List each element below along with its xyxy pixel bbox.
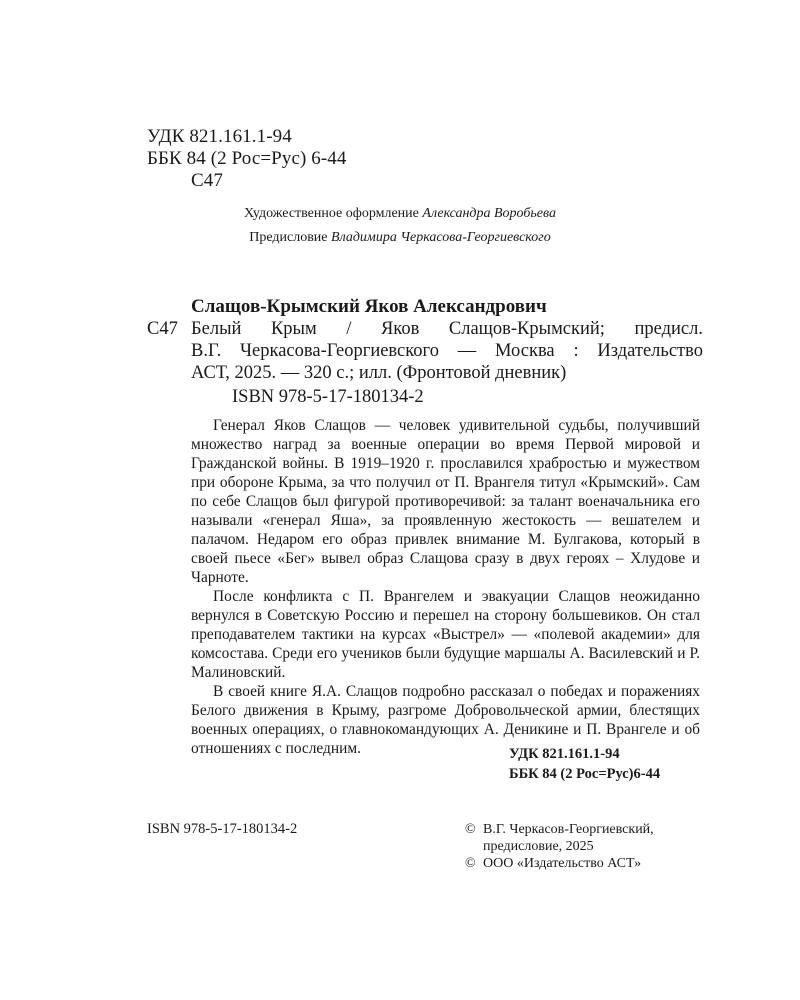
udk-code: УДК 821.161.1-94 — [147, 126, 292, 147]
copyright-line-1 — [465, 821, 654, 838]
entry-line-1: Белый Крым / Яков Слащов-Крымский; предисл. — [191, 319, 703, 339]
annotation-paragraph: В своей книге Я.А. Слащов подробно рассказал о победах и поражениях Белого движения в Крыму, разгроме Добровольческой армии, блестящих военных операциях, о главнокомандующих А. Деникине и П. Врангеле и об отношениях с последним. — [191, 683, 700, 757]
udk-code-bold: УДК 821.161.1-94 — [509, 746, 620, 762]
copyright-symbol: © — [465, 856, 476, 871]
copyright-holder-1: В.Г. Черкасов-Георгиевский, — [483, 822, 654, 837]
entry-line-2: В.Г. Черкасова-Георгиевского — Москва : Издательство — [191, 341, 703, 361]
design-credit — [0, 205, 800, 223]
bbk-code-bold: ББК 84 (2 Рос=Рус)6-44 — [509, 766, 661, 782]
copyright-line-2 — [465, 855, 641, 872]
entry-isbn: ISBN 978-5-17-180134-2 — [232, 387, 424, 407]
design-credit-label: Художественное оформление — [244, 206, 419, 221]
copyright-line-1b: предисловие, 2025 — [483, 839, 594, 854]
preface-credit-name: Владимира Черкасова-Георгиевского — [331, 230, 551, 245]
preface-credit-label: Предисловие — [249, 230, 328, 245]
copyright-holder-2: ООО «Издательство АСТ» — [483, 856, 642, 871]
annotation-paragraph: После конфликта с П. Врангелем и эвакуации Слащов неожиданно вернулся в Советскую Россию и перешел на сторону большевиков. Он стал преподавателем тактики на курсах «Выстрел» — «полевой академии» для комсостава. Среди его учеников были будущие маршалы А. Василевский и Р. Малиновский. — [191, 588, 700, 681]
copyright-symbol: © — [465, 822, 476, 837]
annotation — [191, 416, 700, 758]
bbk-code: ББК 84 (2 Рос=Рус) 6-44 — [147, 148, 347, 169]
author-mark-top: С47 — [191, 170, 223, 191]
entry-mark: С47 — [147, 319, 178, 339]
design-credit-name: Александра Воробьева — [422, 206, 556, 221]
annotation-paragraph: Генерал Яков Слащов — человек удивительной судьбы, получивший множество наград за военные операции во время Первой мировой и Гражданской войны. В 1919–1920 г. прославился храбростью и мужеством при обороне Крыма, за что получил от П. Врангеля титул «Крымский». Сам по себе Слащов был фигурой противоречивой: за талант военачальника его называли «генерал Яша», за проявленную жестокость — вешателем и палачом. Недаром его образ привлек внимание М. Булгакова, который в своей пьесе «Бег» вывел образ Слащова сразу в двух героях – Хлудове и Чарноте. — [191, 417, 700, 586]
entry-line-3: АСТ, 2025. — 320 с.; илл. (Фронтовой дневник) — [191, 363, 567, 383]
entry-author: Слащов-Крымский Яков Александрович — [191, 296, 547, 317]
preface-credit — [0, 229, 800, 247]
footer-isbn: ISBN 978-5-17-180134-2 — [147, 821, 298, 837]
